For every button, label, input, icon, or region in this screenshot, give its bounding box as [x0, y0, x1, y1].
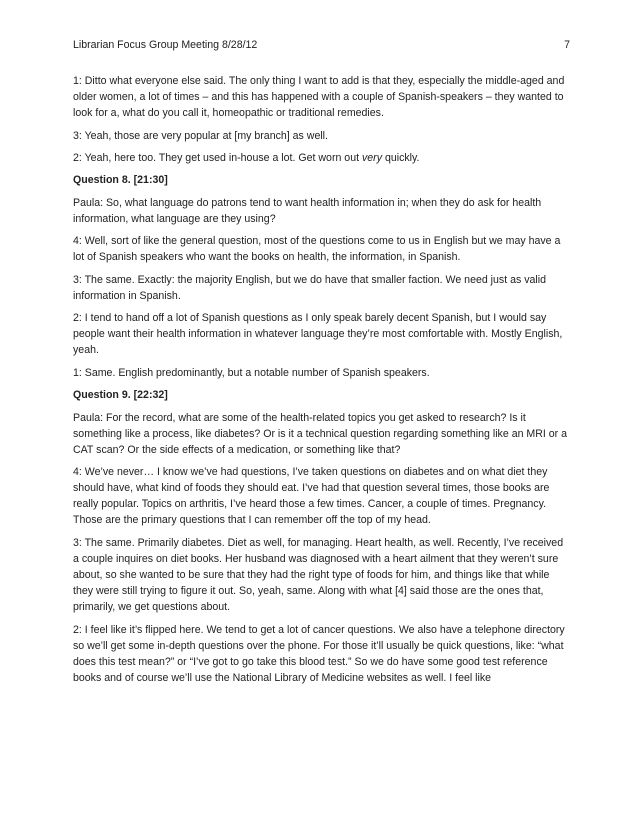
- transcript-paragraph: 2: I feel like it’s flipped here. We tend to get a lot of cancer questions. We also have a telephone directory so we’ll get some in-depth questions over the phone. For those it’ll usually be quick questions, like: “what does this test mean?” or “I’ve got to go take this blood test.” So we do have some good test reference books and of course we’ll use the National Library of Medicine websites as well. I feel like: [73, 623, 565, 684]
- paragraph-text: quickly.: [382, 151, 420, 164]
- question-heading: Question 8. [21:30]: [73, 174, 168, 187]
- transcript-paragraph: 2: I tend to hand off a lot of Spanish questions as I only speak barely decent Spanish, but I would say people want their health information in whatever language they’re most comfortable with. Mostly English, yeah.: [73, 312, 563, 357]
- transcript-body: [73, 73, 570, 686]
- transcript-paragraph: 4: Well, sort of like the general question, most of the questions come to us in English but we may have a lot of Spanish speakers who want the books on health, the information, in Spanish.: [73, 235, 561, 264]
- transcript-paragraph: [73, 150, 570, 166]
- transcript-paragraph: Paula: So, what language do patrons tend to want health information in; when they do ask for health information, what language are they using?: [73, 196, 542, 225]
- document-page: [73, 38, 570, 818]
- question-heading: Question 9. [22:32]: [73, 389, 168, 402]
- page-number: 7: [564, 39, 570, 51]
- page-header: [73, 38, 570, 52]
- emphasized-text: very: [361, 151, 382, 164]
- transcript-paragraph: 3: The same. Exactly: the majority English, but we do have that smaller faction. We need just as valid information in Spanish.: [73, 273, 547, 302]
- transcript-paragraph: Paula: For the record, what are some of the health-related topics you get asked to research? Is it something like a process, like diabetes? Or is it a technical question regarding something like an MRI or a CAT scan? Or the side effects of a medication, or something like that?: [73, 411, 568, 456]
- transcript-paragraph: 3: The same. Primarily diabetes. Diet as well, for managing. Heart health, as well. Recently, I’ve received a couple inquires on diet books. Her husband was diagnosed with a heart ailment that they weren’t sure about, so she wanted to be sure that they had the right type of foods for him, and things like that while they were still trying to figure it out. So, yeah, same. Along with what [4] said those are the ones that, primarily, we get questions about.: [73, 536, 564, 614]
- header-title: Librarian Focus Group Meeting 8/28/12: [73, 39, 258, 51]
- transcript-paragraph: 4: We’ve never… I know we’ve had questions, I’ve taken questions on diabetes and on what diet they should have, what kind of foods they should eat. I’ve had that question several times, those books are really popular. Topics on arthritis, I’ve heard those a few times. Cancer, a couple of times. Pregnancy. Those are the primary questions that I can remember off the top of my head.: [73, 466, 550, 527]
- transcript-paragraph: 1: Ditto what everyone else said. The only thing I want to add is that they, especially the middle-aged and older women, a lot of times – and this has happened with a couple of Spanish-speakers – they wanted to look for a, what do you call it, homeopathic or traditional remedies.: [73, 75, 565, 120]
- transcript-paragraph: 3: Yeah, those are very popular at [my branch] as well.: [73, 129, 328, 142]
- paragraph-text: 2: Yeah, here too. They get used in-house a lot. Get worn out: [73, 151, 362, 164]
- transcript-paragraph: 1: Same. English predominantly, but a notable number of Spanish speakers.: [73, 366, 430, 379]
